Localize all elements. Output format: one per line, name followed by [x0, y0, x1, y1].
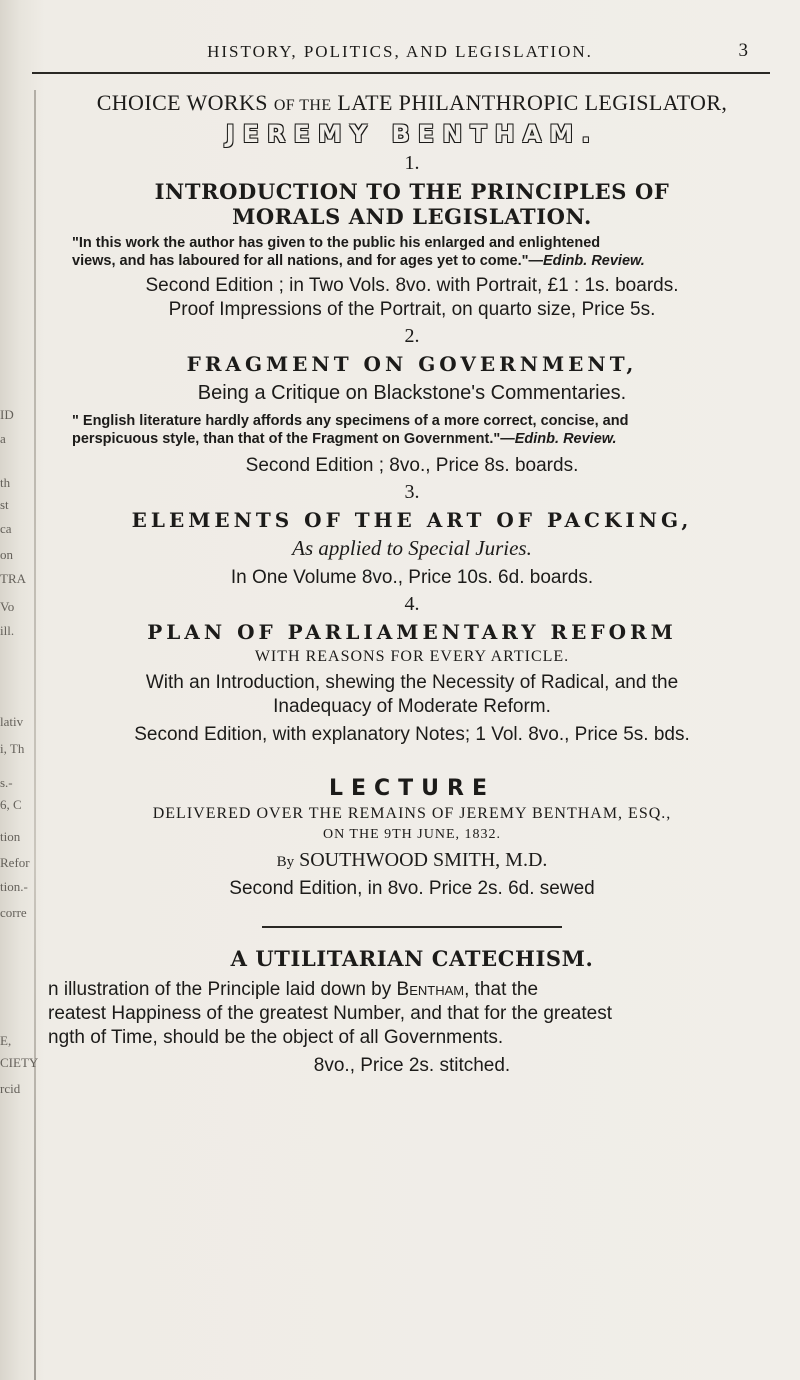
catechism-text-part: that the — [474, 978, 539, 1000]
gutter-fragment: E, — [0, 1034, 12, 1047]
header-rule — [32, 72, 770, 74]
entry-subtitle: As applied to Special Juries. — [292, 536, 532, 560]
page-number: 3 — [738, 40, 748, 61]
edition-details: Proof Impressions of the Portrait, on quarto size, Price 5s. — [168, 299, 656, 320]
gutter-fragment: Vo — [0, 600, 15, 613]
gutter-fragment: corre — [0, 906, 27, 919]
entry-title: FRAGMENT ON GOVERNMENT, — [186, 352, 638, 376]
gutter-fragment: st — [0, 498, 9, 511]
gutter-fragment: on — [0, 548, 13, 561]
byline-by: By — [276, 854, 295, 870]
gutter-fragment: tion — [0, 830, 21, 843]
edition-details: Second Edition, with explanatory Notes; 1 Vol. 8vo., Price 5s. bds. — [134, 724, 690, 745]
gutter-fragment: ID — [0, 408, 14, 421]
entry-number: 4. — [404, 593, 420, 615]
edition-details: Second Edition ; in Two Vols. 8vo. with Portrait, £1 : 1s. boards. — [145, 275, 679, 296]
edition-details: 8vo., Price 2s. stitched. — [313, 1054, 511, 1076]
byline-author: SOUTHWOOD SMITH, M.D. — [299, 849, 548, 871]
review-source: Edinb. Review. — [514, 431, 617, 447]
catechism-text: ngth of Time, should be the object of all Governments. — [48, 1026, 504, 1048]
lecture-line: DELIVERED OVER THE REMAINS OF JEREMY BENTHAM, ESQ., — [152, 805, 672, 822]
author-name: JEREMY BENTHAM. — [225, 120, 599, 148]
edition-details: Second Edition ; 8vo., Price 8s. boards. — [245, 455, 579, 476]
catechism-text — [48, 979, 776, 1001]
entry-subtitle: WITH REASONS FOR EVERY ARTICLE. — [254, 648, 570, 665]
lecture-title: LECTURE — [328, 776, 496, 801]
gutter-fragment: rcid — [0, 1082, 21, 1095]
gutter-fragment: i, Th — [0, 742, 25, 755]
entry-title: INTRODUCTION TO THE PRINCIPLES OF — [154, 179, 670, 204]
entry-title: PLAN OF PARLIAMENTARY REFORM — [147, 620, 677, 644]
gutter-fragment: lativ — [0, 715, 24, 728]
review-quote-text: perspicuous style, than that of the Fragment on Government."— — [72, 431, 515, 447]
gutter-fragment: ca — [0, 522, 12, 535]
lecture-byline — [48, 849, 776, 872]
series-heading-suffix: LATE PHILANTHROPIC LEGISLATOR, — [337, 90, 728, 115]
gutter-fragment: s.- — [0, 776, 13, 789]
gutter-fragment: TRA — [0, 572, 26, 585]
gutter-fragment: tion.- — [0, 880, 28, 893]
edition-details: With an Introduction, shewing the Necessity of Radical, and the — [145, 672, 679, 693]
entry-title: ELEMENTS OF THE ART OF PACKING, — [131, 508, 693, 532]
review-quote-text: views, and has laboured for all nations, and for ages yet to come."— — [72, 253, 543, 269]
series-heading-prefix: CHOICE WORKS — [96, 90, 268, 115]
catechism-title: A UTILITARIAN CATECHISM. — [230, 945, 594, 971]
gutter-fragment: a — [0, 432, 6, 445]
gutter-fragment: Refor — [0, 856, 30, 869]
catechism-name: Bentham, — [396, 978, 470, 1000]
page-content — [48, 86, 776, 1077]
entry-number: 1. — [404, 152, 420, 174]
section-rule — [262, 926, 562, 928]
edition-details: Inadequacy of Moderate Reform. — [273, 696, 551, 717]
gutter-fragment: ill. — [0, 624, 15, 637]
entry-number: 3. — [404, 481, 420, 503]
series-heading — [48, 90, 776, 116]
review-quote: " English literature hardly affords any specimens of a more correct, concise, and — [72, 413, 629, 429]
entry-subtitle: Being a Critique on Blackstone's Commentaries. — [197, 382, 627, 404]
entry-title: MORALS AND LEGISLATION. — [232, 204, 592, 229]
review-quote — [48, 253, 776, 269]
review-quote: "In this work the author has given to the public his enlarged and enlightened — [72, 235, 601, 251]
review-source: Edinb. Review. — [542, 253, 645, 269]
entry-number: 2. — [404, 325, 420, 347]
review-quote — [48, 431, 776, 447]
binding-gutter — [34, 90, 36, 1380]
gutter-fragment: 6, C — [0, 798, 22, 811]
catechism-text: reatest Happiness of the greatest Number, and that for the greatest — [48, 1002, 612, 1024]
lecture-line: ON THE 9TH JUNE, 1832. — [322, 827, 502, 842]
gutter-fragment: th — [0, 476, 11, 489]
series-heading-of-the: OF THE — [273, 97, 332, 114]
catechism-text-part: n illustration of the Principle laid down by — [48, 978, 392, 1000]
running-head: HISTORY, POLITICS, AND LEGISLATION. — [207, 42, 593, 61]
edition-details: Second Edition, in 8vo. Price 2s. 6d. sewed — [229, 878, 595, 899]
edition-details: In One Volume 8vo., Price 10s. 6d. boards. — [230, 567, 594, 588]
gutter-fragment: CIETY — [0, 1056, 38, 1069]
